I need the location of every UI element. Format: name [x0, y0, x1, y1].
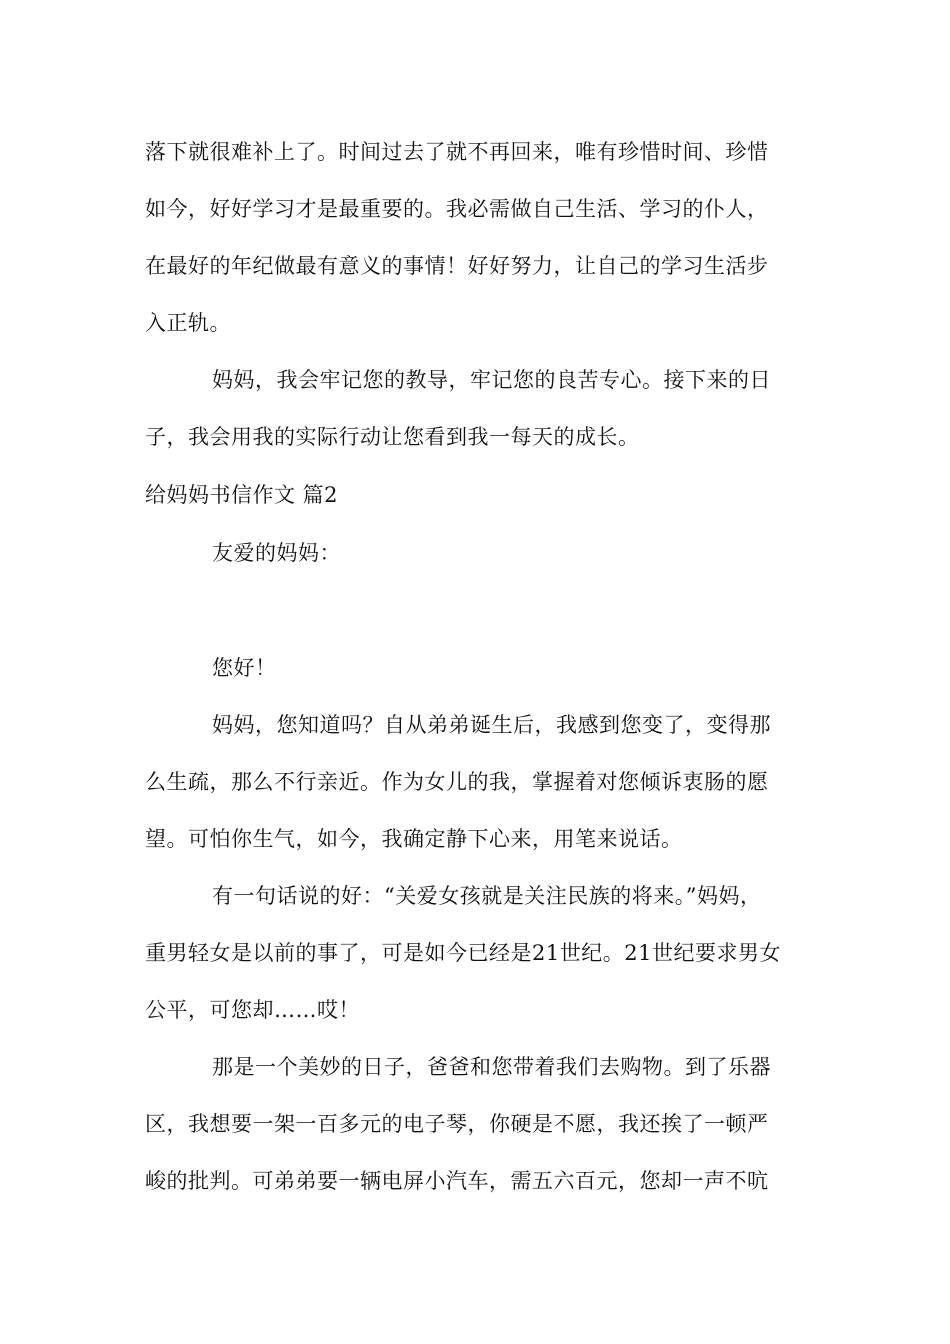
- paragraph-line: 么生疏，那么不行亲近。作为女儿的我，掌握着对您倾诉衷肠的愿: [145, 770, 769, 794]
- paragraph-line: 妈妈，您知道吗？自从弟弟诞生后，我感到您变了，变得那: [212, 713, 771, 737]
- paragraph-line: 妈妈，我会牢记您的教导，牢记您的良苦专心。接下来的日: [212, 368, 771, 392]
- section-heading: 给妈妈书信作文 篇2: [145, 483, 339, 507]
- paragraph-line: 入正轨。: [145, 311, 231, 335]
- paragraph-line: 有一句话说的好：“关爱女孩就是关注民族的将来。”妈妈，: [212, 884, 762, 908]
- paragraph-line: 重男轻女是以前的事了，可是如今已经是21世纪。21世纪要求男女: [145, 941, 781, 965]
- paragraph-line: 落下就很难补上了。时间过去了就不再回来，唯有珍惜时间、珍惜: [145, 140, 769, 164]
- paragraph-line: 公平，可您却……哎！: [145, 998, 360, 1022]
- paragraph-line: 峻的批判。可弟弟要一辆电屏小汽车，需五六百元，您却一声不吭: [145, 1169, 769, 1193]
- salutation: 友爱的妈妈：: [212, 541, 341, 565]
- paragraph-line: 望。可怕你生气，如今，我确定静下心来，用笔来说话。: [145, 827, 683, 851]
- paragraph-line: 子，我会用我的实际行动让您看到我一每天的成长。: [145, 425, 640, 449]
- paragraph-line: 在最好的年纪做最有意义的事情！好好努力，让自己的学习生活步: [145, 254, 769, 278]
- greeting: 您好！: [212, 656, 277, 680]
- paragraph-line: 如今，好好学习才是最重要的。我必需做自己生活、学习的仆人，: [145, 197, 769, 221]
- paragraph-line: 那是一个美妙的日子，爸爸和您带着我们去购物。到了乐器: [212, 1055, 771, 1079]
- paragraph-line: 区，我想要一架一百多元的电子琴，你硬是不愿，我还挨了一顿严: [145, 1112, 769, 1136]
